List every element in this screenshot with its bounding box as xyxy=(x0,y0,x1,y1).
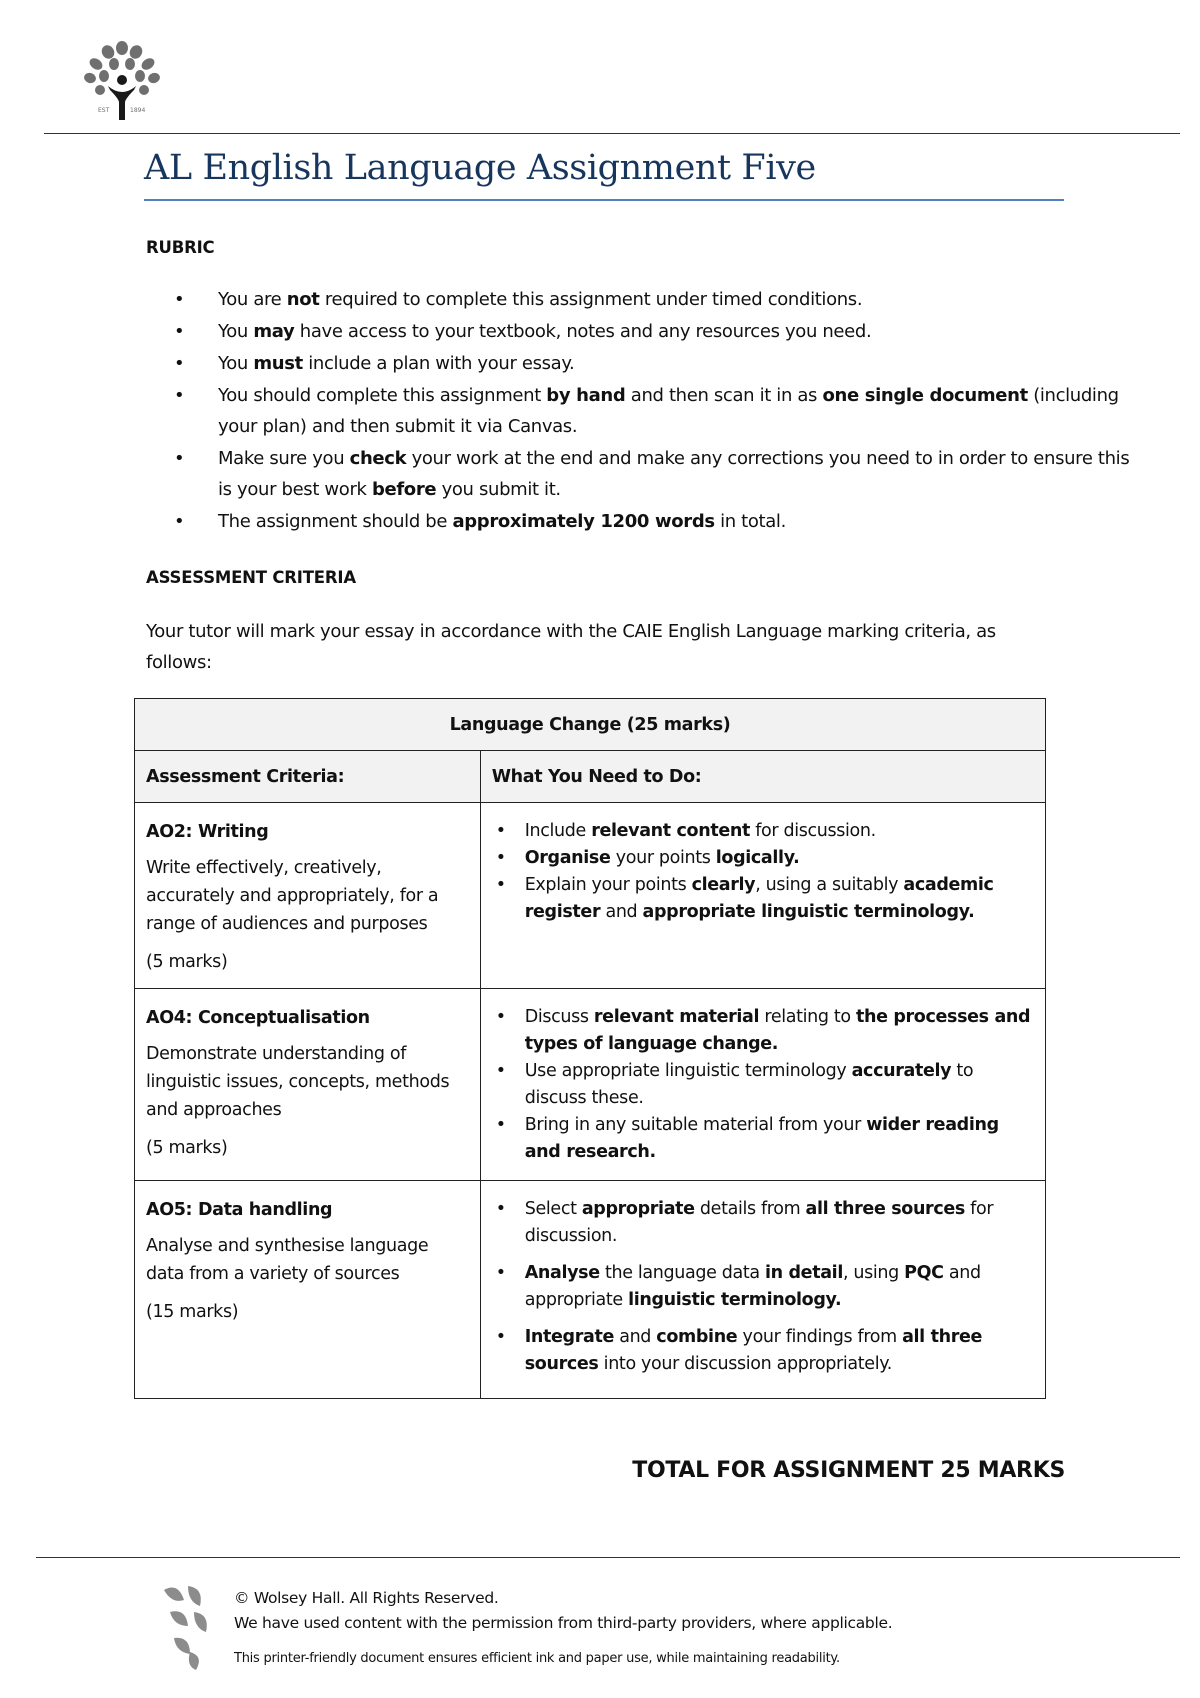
list-item xyxy=(525,1196,1035,1250)
column-header-criteria: Assessment Criteria: xyxy=(135,751,481,803)
list-item-text: not xyxy=(286,289,320,310)
todo-cell xyxy=(480,803,1045,989)
copyright-text: © Wolsey Hall. All Rights Reserved. xyxy=(234,1589,499,1607)
list-item-text: Include xyxy=(524,821,592,841)
ao-description: Analyse and synthesise language data from a variety of sources xyxy=(146,1236,429,1284)
todo-cell xyxy=(480,989,1045,1181)
header-divider xyxy=(44,133,1180,134)
list-item-text: all three sources xyxy=(524,1327,983,1374)
svg-text:1894: 1894 xyxy=(130,107,146,114)
list-item xyxy=(525,1004,1035,1058)
footer-logo xyxy=(160,1582,220,1672)
list-item-text: your points xyxy=(610,848,716,868)
list-item xyxy=(218,284,1148,315)
list-item-text: Select xyxy=(524,1199,582,1219)
list-item-text: in total. xyxy=(714,511,786,532)
list-item-text: include a plan with your essay. xyxy=(302,353,575,374)
ao-title: AO5: Data handling xyxy=(146,1200,333,1220)
list-item xyxy=(525,872,1035,926)
list-item-text: details from xyxy=(694,1199,806,1219)
list-item xyxy=(525,1058,1035,1112)
list-item-text: relating to xyxy=(759,1007,856,1027)
list-item-text: You are xyxy=(218,289,287,310)
list-item xyxy=(525,1260,1035,1314)
list-item xyxy=(525,818,1035,845)
ao-title: AO2: Writing xyxy=(146,822,269,842)
page-title: AL English Language Assignment Five xyxy=(144,148,816,188)
list-item-text: , using xyxy=(842,1263,905,1283)
list-item-text: required to complete this assignment under timed conditions. xyxy=(319,289,863,310)
list-item-text: check xyxy=(349,448,407,469)
ao-description: Write effectively, creatively, accurately and appropriately, for a range of audiences and purposes xyxy=(146,858,439,934)
list-item-text: into your discussion appropriately. xyxy=(598,1354,892,1374)
list-item-text: logically. xyxy=(715,848,800,868)
criteria-table xyxy=(134,698,1046,1399)
list-item-text: approximately 1200 words xyxy=(452,511,715,532)
list-item-text: and then scan it in as xyxy=(625,385,823,406)
list-item-text: accurately xyxy=(851,1061,952,1081)
footer-divider xyxy=(36,1557,1180,1558)
list-item-text: for discussion. xyxy=(524,1199,994,1246)
list-item-text: Explain your points xyxy=(524,875,692,895)
table-row xyxy=(135,1181,1046,1399)
list-item-text: , using a suitably xyxy=(755,875,904,895)
list-item-text: Discuss xyxy=(524,1007,594,1027)
rubric-list xyxy=(144,284,1148,538)
list-item-text: in detail xyxy=(765,1263,843,1283)
list-item-text: the language data xyxy=(599,1263,765,1283)
list-item-text: academic register xyxy=(524,875,994,922)
list-item-text: linguistic terminology. xyxy=(628,1290,842,1310)
list-item-text: and xyxy=(600,902,643,922)
criteria-cell xyxy=(135,989,481,1181)
ao-marks: (15 marks) xyxy=(146,1302,239,1322)
assessment-heading: ASSESSMENT CRITERIA xyxy=(146,568,356,587)
assessment-intro: Your tutor will mark your essay in accordance with the CAIE English Language marking criteria, as follows: xyxy=(146,621,996,673)
list-item-text: You xyxy=(218,321,254,342)
criteria-cell xyxy=(135,1181,481,1399)
todo-list xyxy=(492,1004,1035,1166)
list-item-text: to discuss these. xyxy=(524,1061,974,1108)
table-title: Language Change (25 marks) xyxy=(135,699,1046,751)
list-item-text: (including your plan) and then submit it via Canvas. xyxy=(218,385,1119,437)
list-item-text: Organise xyxy=(524,848,611,868)
list-item xyxy=(218,380,1148,442)
list-item-text: your findings from xyxy=(737,1327,903,1347)
wolsey-hall-logo xyxy=(78,40,166,122)
list-item-text: before xyxy=(371,479,437,500)
list-item-text: your work at the end and make any corrections you need to in order to ensure this is your best work xyxy=(218,448,1130,500)
criteria-cell xyxy=(135,803,481,989)
list-item-text: must xyxy=(253,353,303,374)
table-row xyxy=(135,989,1046,1181)
total-marks: TOTAL FOR ASSIGNMENT 25 MARKS xyxy=(632,1458,1065,1483)
table-title-row xyxy=(135,699,1046,751)
list-item-text: You xyxy=(218,353,254,374)
todo-list xyxy=(492,1196,1035,1378)
table-row xyxy=(135,803,1046,989)
todo-cell xyxy=(480,1181,1045,1399)
list-item xyxy=(218,506,1148,537)
list-item xyxy=(525,1324,1035,1378)
list-item-text: and xyxy=(613,1327,657,1347)
title-underline xyxy=(144,199,1064,201)
list-item-text: for discussion. xyxy=(750,821,876,841)
ao-title: AO4: Conceptualisation xyxy=(146,1008,370,1028)
list-item-text: have access to your textbook, notes and any resources you need. xyxy=(294,321,872,342)
ao-marks: (5 marks) xyxy=(146,952,228,972)
list-item-text: by hand xyxy=(546,385,626,406)
list-item-text: Integrate xyxy=(524,1327,614,1347)
list-item xyxy=(525,1112,1035,1166)
list-item xyxy=(525,845,1035,872)
list-item-text: Use appropriate linguistic terminology xyxy=(524,1061,852,1081)
list-item-text: PQC xyxy=(904,1263,944,1283)
todo-list xyxy=(492,818,1035,926)
list-item-text: all three sources xyxy=(805,1199,965,1219)
svg-text:EST: EST xyxy=(98,107,110,114)
permission-text: We have used content with the permission from third-party providers, where applicable. xyxy=(234,1614,893,1632)
list-item-text: clearly xyxy=(691,875,756,895)
tree-person-icon xyxy=(78,40,166,122)
list-item-text: Make sure you xyxy=(218,448,350,469)
rubric-heading: RUBRIC xyxy=(146,238,215,257)
list-item-text: Analyse xyxy=(524,1263,600,1283)
ao-description: Demonstrate understanding of linguistic issues, concepts, methods and approaches xyxy=(146,1044,450,1120)
list-item-text: appropriate linguistic terminology. xyxy=(642,902,975,922)
list-item xyxy=(218,348,1148,379)
ao-marks: (5 marks) xyxy=(146,1138,228,1158)
list-item xyxy=(218,316,1148,347)
column-header-todo: What You Need to Do: xyxy=(480,751,1045,803)
list-item-text: the processes and types of language change. xyxy=(524,1007,1031,1054)
list-item-text: appropriate xyxy=(581,1199,695,1219)
list-item-text: may xyxy=(253,321,295,342)
printer-friendly-note: This printer-friendly document ensures efficient ink and paper use, while maintaining readability. xyxy=(234,1651,840,1666)
list-item-text: relevant content xyxy=(591,821,751,841)
list-item-text: one single document xyxy=(822,385,1028,406)
list-item-text: combine xyxy=(656,1327,738,1347)
list-item-text: and appropriate xyxy=(524,1263,981,1310)
list-item-text: The assignment should be xyxy=(218,511,453,532)
list-item xyxy=(218,443,1148,505)
list-item-text: relevant material xyxy=(593,1007,760,1027)
list-item-text: You should complete this assignment xyxy=(218,385,547,406)
list-item-text: you submit it. xyxy=(436,479,561,500)
leaves-icon xyxy=(160,1582,220,1672)
list-item-text: Bring in any suitable material from your xyxy=(524,1115,867,1135)
table-header-row xyxy=(135,751,1046,803)
list-item-text: wider reading and research. xyxy=(524,1115,999,1162)
